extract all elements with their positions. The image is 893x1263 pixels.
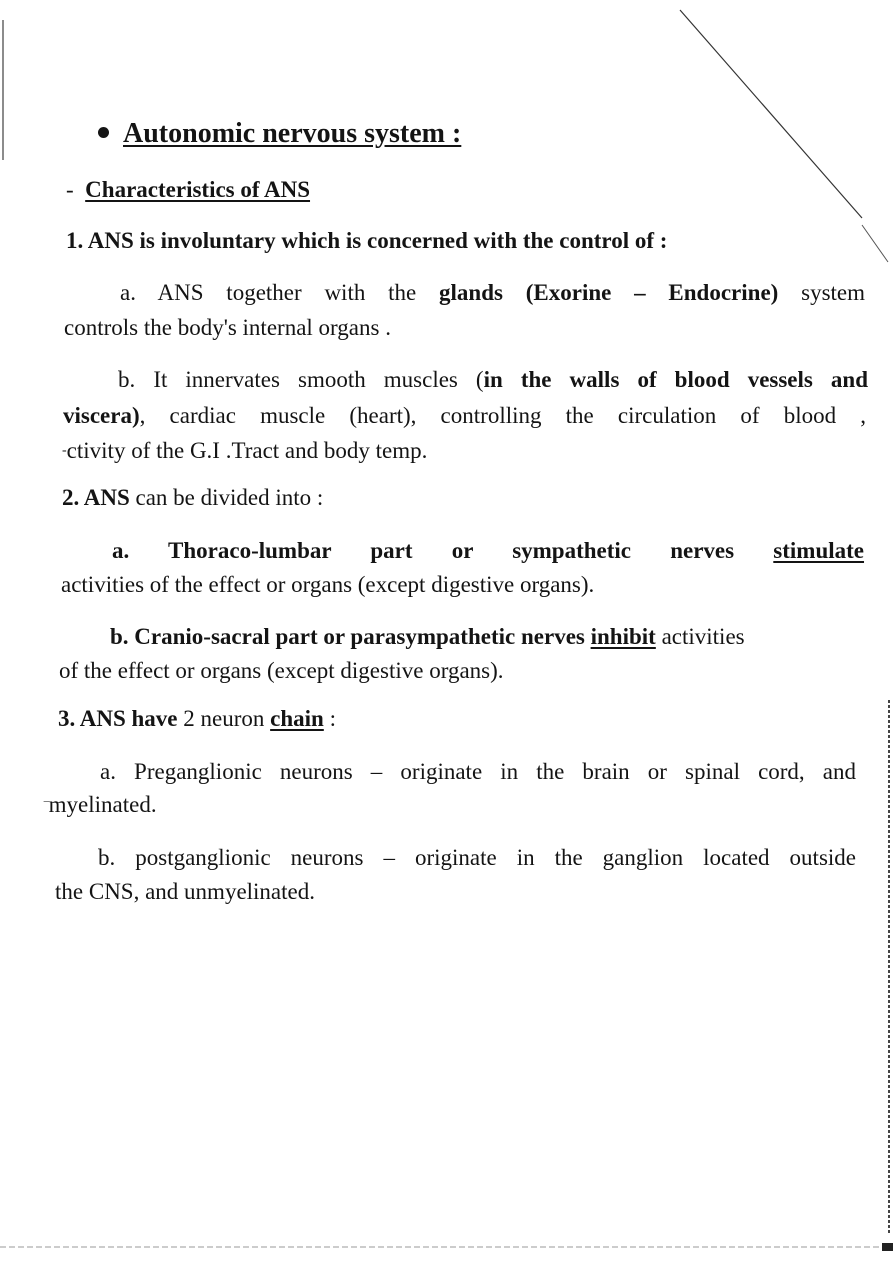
section-2a-line-2: activities of the effect or organs (except digestive organs). [61, 572, 595, 597]
section-2b-line-1: b. Cranio-sacral part or parasympathetic nerves inhibit activities [110, 624, 745, 649]
section-1b-line-1: b. It innervates smooth muscles (in the walls of blood vessels and [118, 367, 868, 392]
subtitle-text: Characteristics of ANS [85, 177, 311, 202]
section-3b-line-2: the CNS, and unmyelinated. [55, 879, 315, 904]
section-1b-line-2: viscera), cardiac muscle (heart), controlling the circulation of blood , [63, 403, 866, 428]
bullet-icon [98, 127, 109, 138]
stimulate-word: stimulate [773, 538, 865, 563]
section-1a-line-2: controls the body's internal organs . [64, 315, 391, 340]
section-3a-line-2: ‾myelinated. [44, 792, 157, 817]
section-3-heading: 3. ANS have 2 neuron chain : [58, 706, 336, 731]
section-1a-line-1: a. ANS together with the glands (Exorine – Endocrine) system [120, 280, 866, 305]
scan-corner-mark [882, 1243, 893, 1251]
scan-diagonal-line-2 [862, 225, 888, 262]
page-title: Autonomic nervous system : [98, 119, 461, 149]
section-2-heading: 2. ANS can be divided into : [62, 485, 324, 510]
section-3a-line-1: a. Preganglionic neurons – originate in the brain or spinal cord, and [100, 759, 856, 784]
section-2b-line-2: of the effect or organs (except digestive organs). [59, 658, 504, 683]
scan-diagonal-line [680, 10, 862, 218]
section-subtitle: - Characteristics of ANS [66, 177, 311, 202]
section-2a-line-1: a. Thoraco-lumbar part or sympathetic nerves stimulate [112, 538, 865, 563]
chain-word: chain [270, 706, 324, 731]
section-3b-line-1: b. postganglionic neurons – originate in the ganglion located outside [98, 845, 856, 870]
inhibit-word: inhibit [590, 624, 656, 649]
section-1b-line-3: -ctivity of the G.I .Tract and body temp. [62, 438, 428, 463]
section-1-heading: 1. ANS is involuntary which is concerned with the control of : [66, 228, 668, 253]
